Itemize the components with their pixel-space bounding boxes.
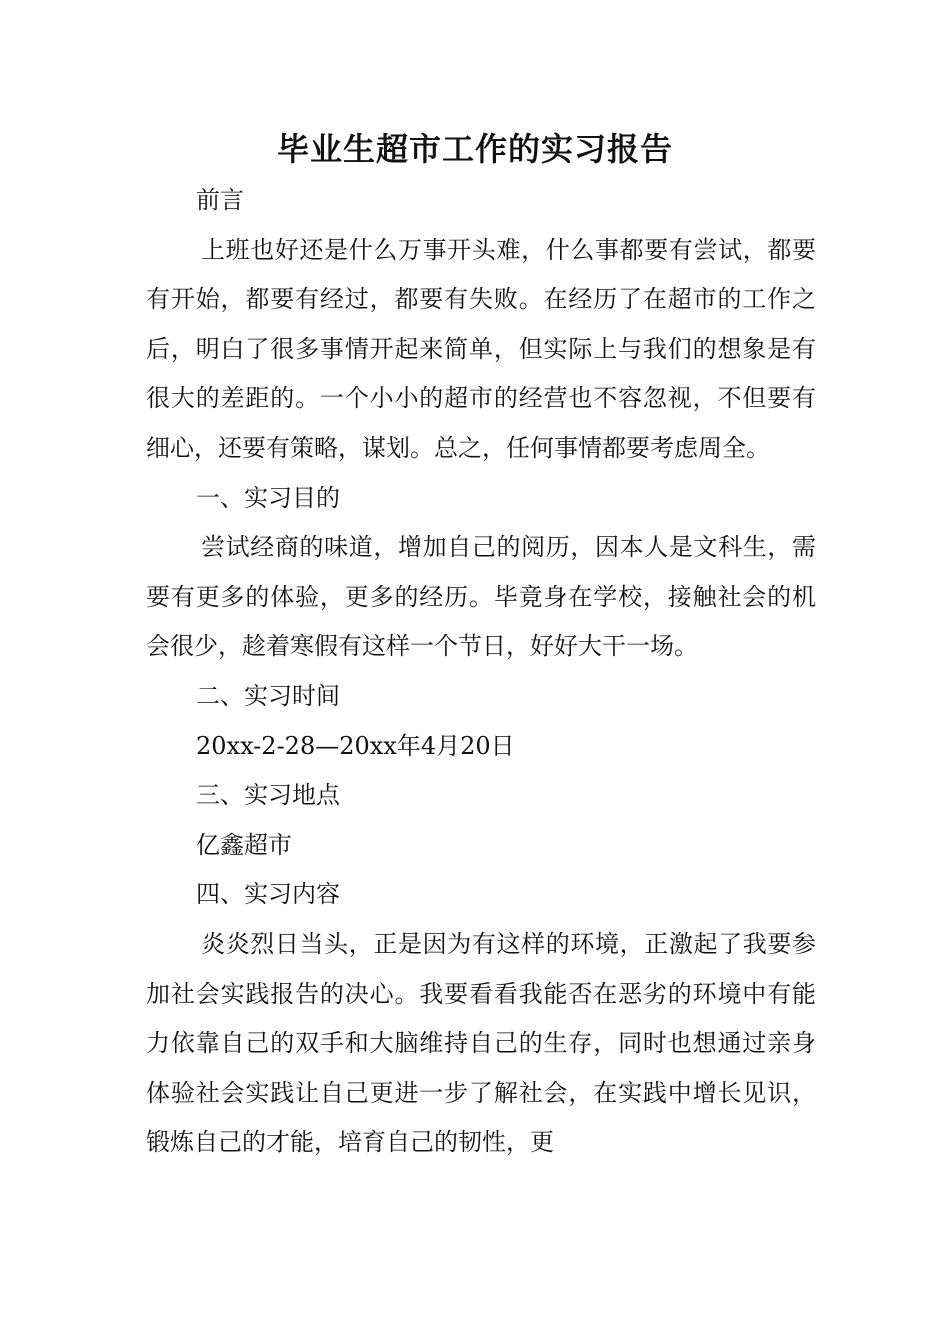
section-heading-location: 三、实习地点 [196,781,340,810]
preface-paragraph: 上班也好还是什么万事开头难，什么事都要有尝试，都要有开始，都要有经过，都要有失败。在经历了在超市的工作之后，明白了很多事情开起来简单，但实际上与我们的想象是有很大的差距的。一个小小的超市的经营也不容忽视，不但要有细心，还要有策略，谋划。总之，任何事情都要考虑周全。 [146,235,816,462]
section-heading-purpose: 一、实习目的 [196,483,340,512]
section-content-purpose: 尝试经商的味道，增加自己的阅历，因本人是文科生，需要有更多的体验，更多的经历。毕竟身在学校，接触社会的机会很少，趁着寒假有这样一个节日，好好大干一场。 [146,533,816,661]
section-content-location: 亿鑫超市 [196,830,292,859]
preface-heading: 前言 [196,186,244,214]
section-heading-time: 二、实习时间 [196,681,340,710]
section-content-content: 炎炎烈日当头，正是因为有这样的环境，正激起了我要参加社会实践报告的决心。我要看看我能否在恶劣的环境中有能力依靠自己的双手和大脑维持自己的生存，同时也想通过亲身体验社会实践让自己更进一步了解社会，在实践中增长见识，锻炼自己的才能，培育自己的韧性，更 [146,929,816,1157]
section-heading-content: 四、实习内容 [196,880,340,909]
document-title: 毕业生超市工作的实习报告 [276,130,673,168]
section-content-time: 20xx-2-28—20xx年4月20日 [196,731,515,760]
document-body [146,176,816,1168]
